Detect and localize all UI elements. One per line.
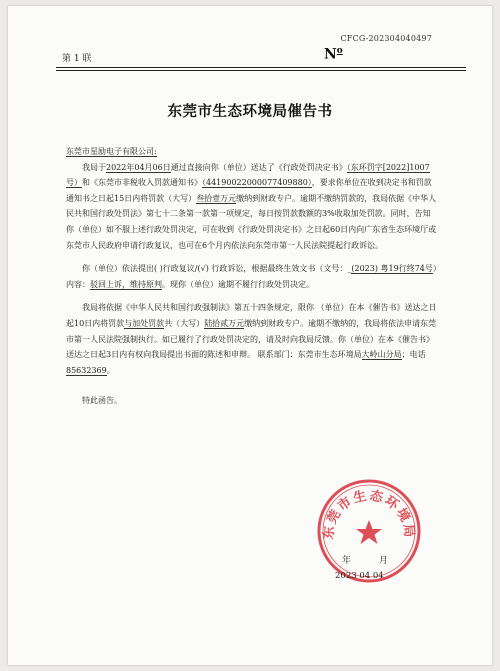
p3-fine-label: 与加处罚款 xyxy=(124,318,165,328)
p2-ruling-content: 驳回上诉，维持原判 xyxy=(90,279,162,289)
p2-case-number: (2023) 粤19行终74号 xyxy=(351,264,433,274)
p2-text-1: 你（单位）依法提出( )行政复议/(√) 行政诉讼，根据最终生效文书（文号：_ xyxy=(82,264,352,274)
p2-text-2: ）内容： xyxy=(66,264,437,289)
p1-amount: 叁拾壹万元 xyxy=(196,193,237,203)
p3-amount: 陆拾贰万元 xyxy=(204,318,245,328)
sign-date: 2023 04 04 xyxy=(335,571,384,581)
sign-month-label: 月 xyxy=(379,556,389,566)
p3-text-3: 缴纳到财政专户。逾期不缴纳的，我局将依法申请东莞市第一人民法院强制执行。如已履行了行政处罚决定的，请及时向我局反馈。你（单位）在本《催告书》送达之日起3日内有权向我局提出书面的陈述和申辩。 联系部门：东莞市生态环境局 xyxy=(66,318,437,360)
p3-text-1: 我局将依据《中华人民共和国行政强制法》第五十四条规定，限你 （单位）在本《催告书》送达之日起10日内将罚款 xyxy=(66,303,437,328)
p2-text-3: 。现你（单位）逾期不履行行政处罚决定。 xyxy=(162,279,314,289)
p3-text-2: 共（大写） xyxy=(164,318,205,328)
p3-department: 大岭山分局 xyxy=(361,350,402,360)
paragraph-1 xyxy=(66,160,438,254)
sign-year-label: 年 xyxy=(342,556,352,566)
notice-page xyxy=(8,6,492,665)
paragraph-2 xyxy=(66,261,438,292)
seal-text: 东莞市生态环境局 xyxy=(321,488,417,541)
addressee xyxy=(66,144,438,160)
number-mark xyxy=(324,46,343,63)
document-title: 东莞市生态环境局催告书 xyxy=(167,103,333,120)
p3-phone: 85632369 xyxy=(66,365,107,375)
spacer xyxy=(66,378,438,393)
header-rule-bottom xyxy=(56,70,466,71)
p1-text-3: 和《东莞市非税收入罚款通知书》 xyxy=(82,178,202,188)
p1-decision-number: （东环罚字[2022]1007号） xyxy=(66,162,430,188)
header-rule-top xyxy=(56,67,466,68)
p1-text-4: ，要求你单位在收到决定书和罚款通知书之日起15日内将罚款（大写） xyxy=(66,178,432,203)
document-code: CFCG-202304040497 xyxy=(340,34,432,43)
addressee-name: 东莞市星励电子有限公司: xyxy=(66,147,157,156)
p1-text-2: 通过直接向你（单位）送达了《行政处罚决定书》 xyxy=(170,162,347,172)
p1-date: 2022年04月06日 xyxy=(106,162,171,172)
number-mark-sup: o xyxy=(336,46,343,56)
p3-text-5: 。 xyxy=(106,365,115,375)
p1-text-1: 我局于 xyxy=(82,162,106,172)
copy-number: 第 1 联 xyxy=(62,54,92,64)
document-body xyxy=(66,144,438,409)
spacer xyxy=(66,292,438,300)
paragraph-3 xyxy=(66,300,438,378)
p1-notice-number: （44190022000077409880） xyxy=(202,178,312,188)
official-seal-icon xyxy=(314,476,424,586)
p3-text-4: ；电话 xyxy=(401,350,426,360)
number-mark-letter: N xyxy=(324,46,337,63)
p1-text-5: 缴纳到财政专户。逾期不缴纳罚款的，我局依据《中华人民共和国行政处罚法》第七十二条第一款第一项规定，每日按罚款数额的3%收取加处罚款。同时，告知你（单位）如不服上述行政处罚决定，可在收到《行政处罚决定书》之日起60日内向广东省生态环境厅或东莞市人民政府申请行政复议，也可在6个月内依法向东莞市第一人民法院提起行政诉讼。 xyxy=(66,193,437,250)
closing-text: 特此函告。 xyxy=(82,396,122,406)
spacer xyxy=(66,253,438,261)
